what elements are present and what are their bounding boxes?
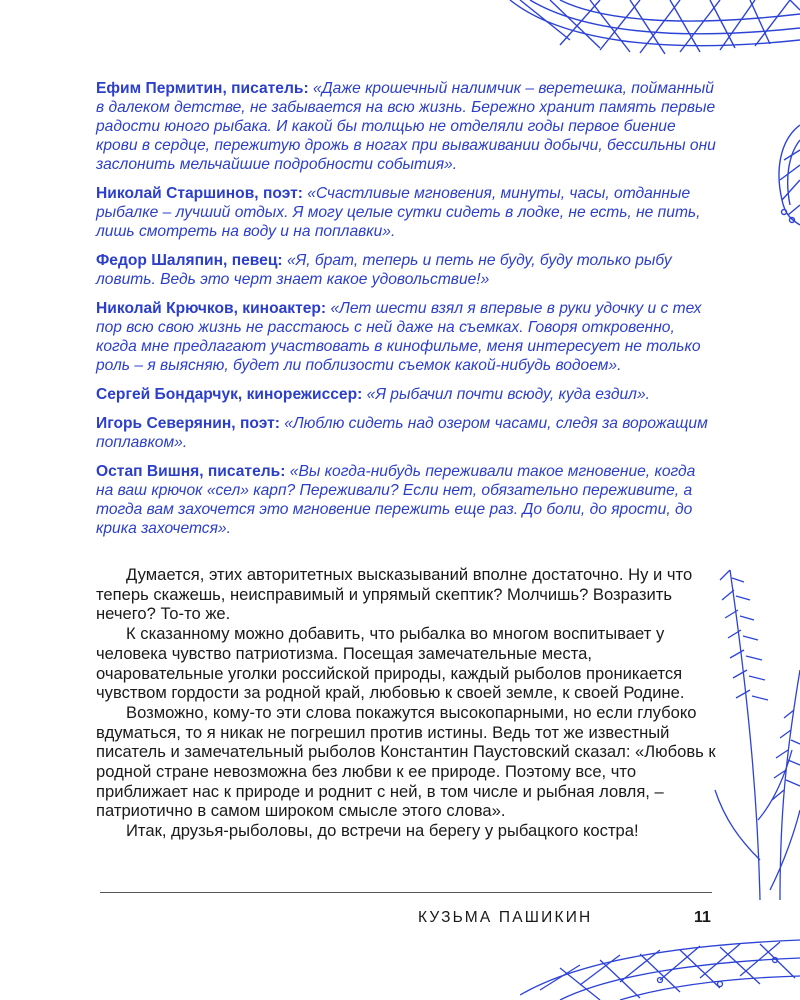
body-paragraph: К сказанному можно добавить, что рыбалка во многом воспитывает у человека чувство патриотизма. Посещая замечательные места, очаровательные уголки российской природы, каждый рыболов проникается чувством гордости за родной край, любовью к своей земле, к своей Родине. xyxy=(96,624,685,703)
footer-divider xyxy=(100,892,712,893)
quote-text: «Люблю сидеть над озером часами, следя за ворожащим поплавком». xyxy=(96,415,708,451)
quote-author: Сергей Бондарчук, кинорежиссер: xyxy=(96,386,363,403)
quote-item xyxy=(96,184,716,241)
quote-author: Николай Старшинов, поэт: xyxy=(96,185,303,202)
fishing-net-bottom-illustration xyxy=(520,920,800,1000)
page-number: 11 xyxy=(694,909,711,926)
fishing-net-side-illustration xyxy=(770,120,800,230)
fishing-net-top-illustration xyxy=(500,0,800,70)
quote-item xyxy=(96,414,716,452)
quote-text: «Даже крошечный налимчик – веретешка, пойманный в далеком детстве, не забывается на всю жизнь. Бережно хранит память первые радости юного рыбака. И какой бы толщью не отделяли годы первое биение крови в сердце, пережитую дрожь в ногах при вываживании добычи, бессильны они заслонить мельчайшие подробности события». xyxy=(96,80,716,173)
quote-item xyxy=(96,79,716,174)
quote-text: «Лет шести взял я впервые в руки удочку и с тех пор всю свою жизнь не расстаюсь с ней даже на съемках. Говоря откровенно, когда мне предлагают участвовать в кинофильме, меня интересует не только роль – я выясняю, будет ли поблизости съемок какой-нибудь водоем». xyxy=(96,300,702,374)
quote-item xyxy=(96,462,716,538)
body-paragraph: Итак, друзья-рыболовы, до встречи на берегу у рыбацкого костра! xyxy=(126,821,639,841)
quotes-section xyxy=(96,79,716,548)
quote-text: «Счастливые мгновения, минуты, часы, отданные рыбалке – лучший отдых. Я могу целые сутки сидеть в лодке, не есть, не пить, лишь смотреть на воду и на поплавки». xyxy=(96,185,701,240)
quote-text: «Вы когда-нибудь переживали такое мгновение, когда на ваш крючок «сел» карп? Переживали? Если нет, обязательно переживите, а тогда вам захочется это мгновение пережить еще раз. До боли, до ярости, до крика захочется». xyxy=(96,463,696,537)
body-paragraph: Думается, этих авторитетных высказываний вполне достаточно. Ну и что теперь скажешь, неисправимый и упрямый скептик? Молчишь? Возразить нечего? То-то же. xyxy=(96,565,693,624)
quote-item xyxy=(96,299,716,375)
quote-author: Федор Шаляпин, певец: xyxy=(96,252,283,269)
quote-author: Ефим Пермитин, писатель: xyxy=(96,80,309,97)
quote-text: «Я рыбачил почти всюду, куда ездил». xyxy=(366,386,650,403)
quote-text: «Я, брат, теперь и петь не буду, буду только рыбу ловить. Ведь это черт знает какое удовольствие!» xyxy=(96,252,672,288)
quote-item xyxy=(96,385,716,404)
quote-author: Остап Вишня, писатель: xyxy=(96,463,286,480)
quote-item xyxy=(96,251,716,289)
running-footer-author: КУЗЬМА ПАШИКИН xyxy=(418,909,593,926)
body-paragraph: Возможно, кому-то эти слова покажутся высокопарными, но если глубоко вдуматься, то я никак не погрешил против истины. Ведь тот же известный писатель и замечательный рыболов Константин Паустовский сказал: «Любовь к родной стране невозможна без любви к ее природе. Поэтому все, что приближает нас к природе и роднит с ней, в том числе и рыбная ловля, – патриотично в самом широком смысле этого слова». xyxy=(96,702,716,821)
quote-author: Николай Крючков, киноактер: xyxy=(96,300,327,317)
quote-author: Игорь Северянин, поэт: xyxy=(96,415,280,432)
body-text-section xyxy=(96,565,721,841)
